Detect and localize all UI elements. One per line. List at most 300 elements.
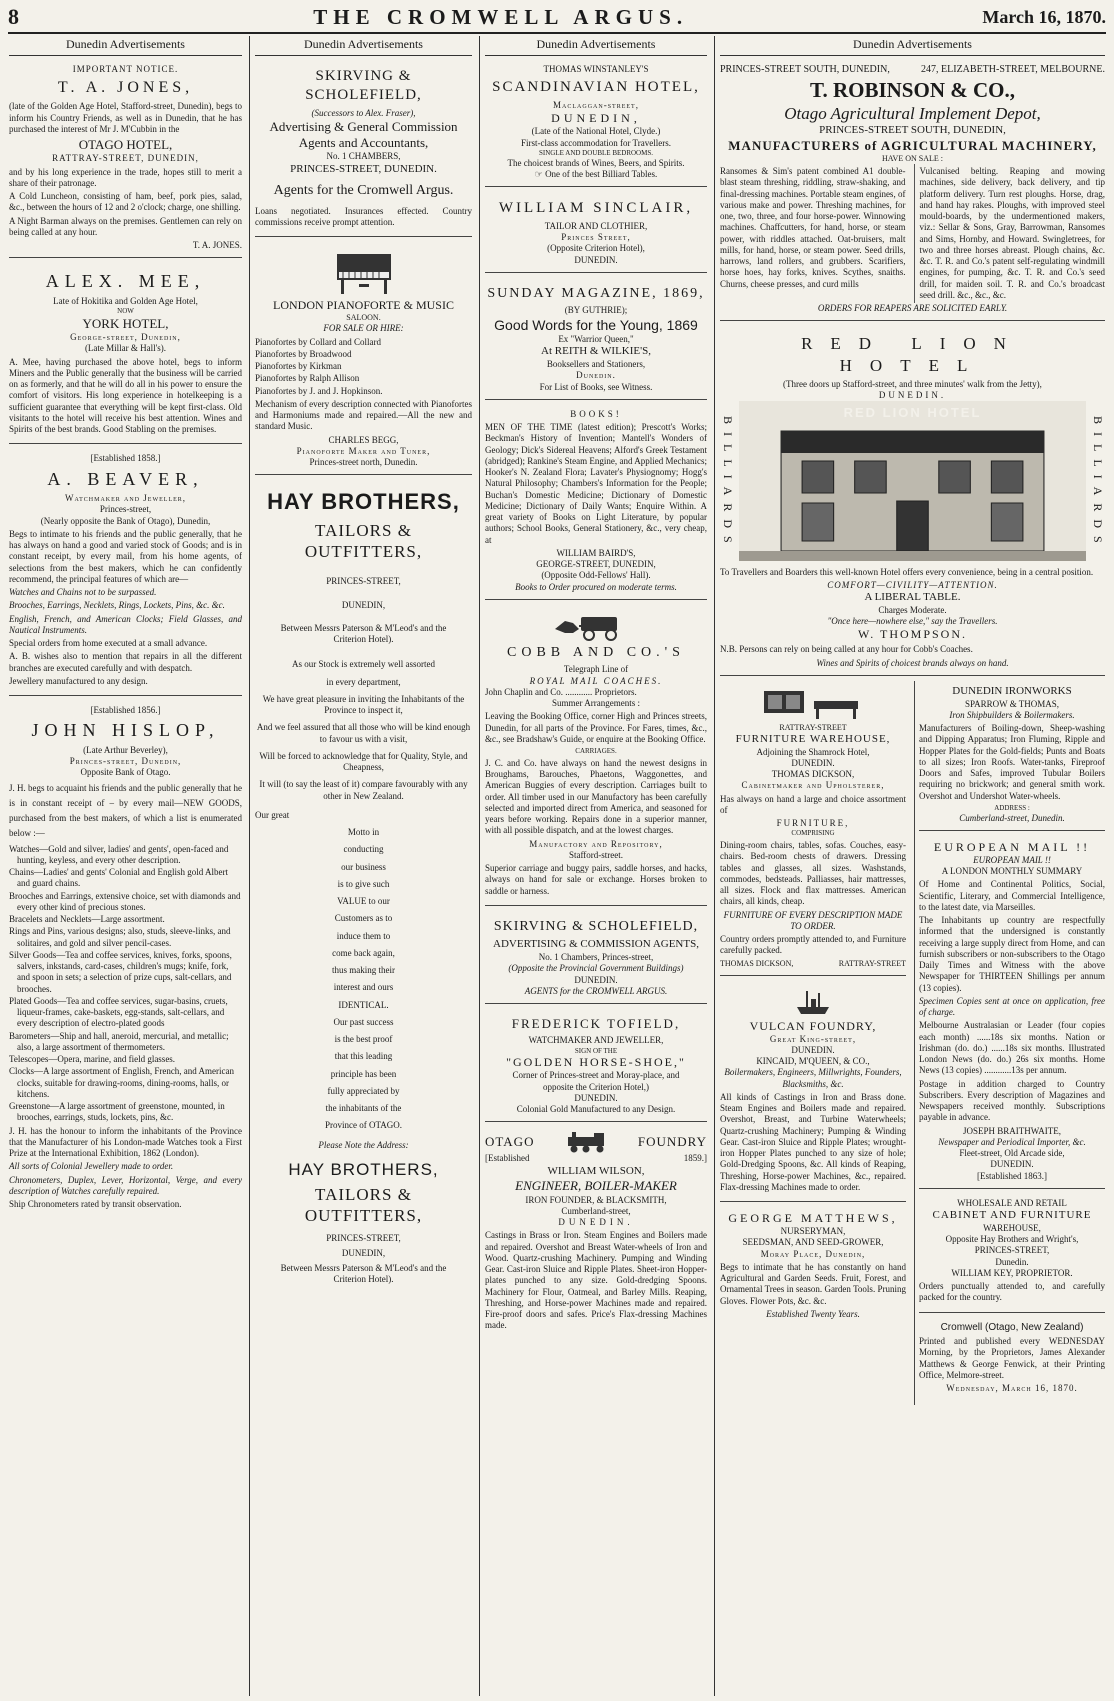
column-heading: Dunedin Advertisements: [255, 36, 472, 56]
ad-name: CABINET AND FURNITURE: [932, 1209, 1092, 1221]
ad-piano: [255, 242, 472, 475]
ad-address: Moray Place, Dunedin,: [760, 1248, 866, 1259]
ad-line: NOW: [117, 307, 134, 315]
ad-line: (Late Millar & Hall's).: [84, 343, 167, 354]
ad-line: FURNITURE,: [776, 818, 850, 828]
list-item: our business: [341, 861, 386, 872]
list-item: Brooches and Earrings, extensive choice, set with diamonds and every other kind of precious stones.: [9, 890, 241, 912]
ad-line: Colonial Gold Manufactured to any Design.: [516, 1104, 676, 1114]
ad-address: Cumberland-street, Dunedin.: [959, 812, 1065, 823]
ad-line: (Late of the National Hotel, Clyde.): [531, 126, 661, 137]
billiards-label: BILLIARDS: [1091, 415, 1105, 551]
ad-jones: [9, 60, 242, 258]
ad-name: A. BEAVER,: [47, 468, 204, 489]
list-item: Plated Goods—Tea and coffee services, sugar-basins, cruets, liqueur-frames, cake-baskets, egg-stands, salt-cellars, and every description of electro-plated goods: [9, 995, 228, 1029]
list-item: VALUE to our: [337, 896, 390, 906]
ad-otago-foundry: [485, 1127, 707, 1339]
ad-address: DUNEDIN,: [551, 111, 641, 126]
ad-name: RED LION HOTEL: [801, 334, 1024, 375]
ad-line: ROYAL MAIL COACHES.: [529, 675, 663, 686]
list-item: Watches—Gold and silver, ladies' and gents', open-faced and hunting, keyless, and every other description.: [9, 843, 229, 865]
ad-owner: W. THOMPSON.: [857, 627, 968, 642]
ad-body: Ransomes & Sim's patent combined A1 double-blast steam threshing, riddling, straw-shaking, and final-dressing machines. Portable steam engines, of various make and power. Threshing machines, for one, two, three, and four horse-power. Winnowing machines. Chaffcutters, for hand, horse, or steam power, with riddles attached. Oat-bruisers, malt mills, for hand, horse, or steam power. Seed drills, harrows, land rollers, and grubbers. Scarifiers, horse hoes, hay forks, knives. Scythes, snaiths. Churns, cheese presses, and curd mills: [720, 166, 906, 289]
ad-body: Postage in addition charged to Country Subscribers. Every description of Magazines and Newspapers received monthly. Subscriptions payable in advance.: [919, 1078, 1105, 1123]
list-item: We have great pleasure in inviting the Inhabitants of the Province to inspect it,: [262, 693, 465, 715]
ad-trade: NURSERYMAN,: [780, 1226, 846, 1236]
ad-body: The Inhabitants up country are respectfully informed that the undersigned is constantly receiving a large supply direct from Home, and can furnish subscribers or non-subscribers to the Otago Daily Times and Witness with the above Newspaper for THIRTEEN Shillings per annum (13 copies).: [919, 915, 1105, 993]
list-item: Chains—Ladies' and gents' Colonial and English gold Albert and guard chains.: [9, 867, 228, 889]
ad-trade: Cabinetmaker and Upholsterer,: [741, 780, 885, 791]
ad-body: Loans negotiated. Insurances effected. Country commissions receive prompt attention.: [255, 205, 472, 227]
ad-owner: KINCAID, M'QUEEN, & CO.,: [756, 1056, 870, 1066]
ship-icon: [793, 987, 833, 1017]
ad-body: Special orders from home executed at a small advance.: [9, 638, 208, 648]
ad-line: At REITH & WILKIE'S,: [541, 345, 651, 358]
ad-trade: Watchmaker and Jeweller,: [64, 493, 187, 503]
ad-body: Manufacturers of Boiling-down, Sheep-washing and Dipping Apparatus; Iron Fluming, Ripple and Hopper Plates for the Gold-fields; Punts and Boats to all sizes; Iron Roofs. Water-tanks, Fireproof Doors and Safes, improved Tubular Boilers requiring no brickwork; and general smith work. Overshot and Undershot Water-wheels.: [919, 723, 1105, 801]
ad-sunday-magazine: [485, 278, 707, 400]
ad-line: FOR SALE OR HIRE:: [323, 323, 404, 334]
ad-line: Criterion Hotel).: [333, 634, 394, 644]
list-item: Motto in: [347, 827, 380, 837]
ad-trade: Pianoforte Maker and Tuner,: [296, 445, 431, 456]
ad-name: FOUNDRY: [637, 1134, 707, 1150]
ad-line-text: One of the best Billiard Tables.: [545, 168, 658, 179]
list-item: Will be forced to acknowledge that for Quality, Style, and Cheapness,: [259, 750, 468, 772]
ad-trade: Boilermakers, Engineers, Millwrights, Founders, Blacksmiths, &c.: [724, 1067, 902, 1089]
ad-line: Ship Chronometers rated by transit observation.: [9, 1199, 182, 1210]
ad-line: (Successors to Alex. Fraser),: [311, 107, 416, 118]
imprint-date: Wednesday, March 16, 1870.: [946, 1383, 1078, 1393]
ad-line: All sorts of Colonial Jewellery made to order.: [9, 1161, 174, 1172]
ad-address: PRINCES-STREET SOUTH, DUNEDIN,: [720, 64, 890, 75]
ad-trade: TAILOR AND CLOTHIER,: [544, 220, 648, 231]
ad-line: AGENTS for the CROMWELL ARGUS.: [524, 985, 668, 996]
ad-address: RATTRAY-STREET: [779, 722, 847, 732]
ad-line: opposite the Criterion Hotel,): [543, 1081, 649, 1092]
ad-line: Wines and Spirits of choicest brands always on hand.: [816, 657, 1009, 668]
ad-line: Our great: [255, 809, 290, 820]
ad-body: Castings in Brass or Iron. Steam Engines and Boilers made and repaired. Overshot and Breast Water-wheels of Iron and Wood. Quartz-crushing Machinery. Pumping and Winding Gear. Cast-iron Sluice and Ripple Plates. Sheet-iron Hopper-plates punched to any size. Gold-dredging Spoons. Machinery for Flour, Oatmeal, and Barley Mills. Reaping, Threshing, and Horse-power Machines made and repaired. Fire-proof doors and safes. Price's Flax-dressing Machines made.: [485, 1230, 707, 1331]
ad-address: PRINCES-STREET,: [326, 576, 401, 587]
list-item: Greenstone—A large assortment of greenstone, mounted, in brooches, earrings, studs, lockets, pins, &c.: [9, 1101, 225, 1123]
ad-name: T. A. JONES,: [57, 79, 194, 97]
red-lion-illustration: [720, 401, 1105, 564]
piano-icon: [329, 248, 399, 296]
ad-established: 1859.]: [683, 1153, 707, 1164]
side-label: THOMAS DICKSON,: [720, 958, 794, 968]
ad-hislop: [9, 701, 242, 1218]
ad-line: Charges Moderate.: [878, 604, 947, 615]
ad-name: OTAGO: [485, 1134, 535, 1150]
ad-owner: WILLIAM BAIRD'S,: [556, 547, 636, 558]
coach-icon: [551, 611, 641, 641]
list-item: Customers as to: [334, 913, 393, 924]
ad-body: Of Home and Continental Politics, Social, Scientific, Literary, and Commercial Intelligence, to the latest date, via Marseilles.: [919, 879, 1105, 912]
ad-name: ALEX. MEE,: [45, 271, 206, 292]
ad-address: No. 1 Chambers, Princes-street,: [538, 952, 654, 962]
ad-trade: Newspaper and Periodical Importer, &c.: [938, 1136, 1086, 1147]
ad-address: PRINCES-STREET,: [974, 1245, 1050, 1256]
list-item: Pianofortes by Ralph Allison: [255, 373, 360, 384]
ad-notice: IMPORTANT NOTICE.: [72, 64, 179, 74]
ad-line: (Late Arthur Beverley),: [83, 744, 168, 755]
ad-owner: SPARROW & THOMAS,: [964, 698, 1060, 709]
ad-signature: T. A. JONES.: [192, 240, 242, 250]
ad-trade: SEEDSMAN, AND SEED-GROWER,: [742, 1237, 884, 1248]
ad-trade: TAILORS & OUTFITTERS,: [304, 1185, 423, 1226]
pointing-hand-icon: ☞: [534, 168, 546, 179]
ad-line: WAREHOUSE,: [983, 1222, 1041, 1233]
hay-stock-lines: [255, 659, 472, 802]
list-item: interest and ours: [333, 982, 394, 993]
ad-scandinavian-hotel: [485, 60, 707, 187]
list-item: Silver Goods—Tea and coffee services, knives, forks, spoons, salvers, inkstands, card-cases, children's mugs; knife, fork, and spoon in sets; a selection of prize cups, salt-cellars, and brooches.: [9, 949, 232, 994]
ad-line: WHOLESALE AND RETAIL: [957, 1197, 1067, 1208]
ad-body: Jewellery manufactured to any design.: [9, 675, 148, 686]
list-item: Our past success: [333, 1016, 394, 1027]
ad-body: A. B. wishes also to mention that repairs in all the different branches are executed carefully and with despatch.: [9, 651, 242, 673]
ad-line: Books to Order procured on moderate terms.: [515, 581, 677, 592]
ad-body: (late of the Golden Age Hotel, Stafford-street, Dunedin), begs to inform his Country Friends, as well as in Dunedin, that he has purchased the interest of Mr J. M'Cubbin in the: [9, 101, 242, 134]
list-item: It will (to say the least of it) compare favourably with any other in New Zealand.: [259, 779, 468, 801]
ad-line: Stafford-street.: [568, 849, 624, 860]
list-item: IDENTICAL.: [338, 999, 389, 1010]
locomotive-icon: [558, 1131, 614, 1153]
ad-body: Dining-room chairs, tables, sofas. Couches, easy-chairs. Bed-room chests of drawers. Dressing tables and glasses, all sizes. Washstands, commodes, bedsteads. Palliasses, hair mattresses, all sizes. Flock and flax mattresses. American chairs, all kinds, cheap.: [720, 840, 906, 907]
ad-line: Chronometers, Duplex, Lever, Horizontal, Verge, and every description of Watches carefully repaired.: [9, 1174, 242, 1196]
page-number: 8: [8, 4, 19, 29]
ad-mee: [9, 263, 242, 444]
ad-line: (Opposite Odd-Fellows' Hall).: [541, 570, 651, 581]
robinson-lists: [720, 164, 1105, 303]
foundry-established: [485, 1153, 707, 1164]
ad-line: First-class accommodation for Travellers.: [521, 137, 671, 148]
ad-body: Specimen Copies sent at once on application, free of charge.: [919, 995, 1105, 1017]
ad-name: COBB AND CO.'S: [507, 644, 685, 660]
ad-line: John Chaplin and Co. ............ Proprietors.: [485, 686, 637, 697]
list-item: principle has been: [330, 1068, 397, 1079]
ad-established: [Established 1858.]: [90, 453, 161, 464]
ad-owner: WILLIAM WILSON,: [547, 1164, 645, 1177]
column-3: [479, 36, 712, 1696]
ad-name: T. ROBINSON & CO.,: [810, 77, 1015, 102]
list-item: And we feel assured that all those who will be kind enough to favour us with a visit,: [256, 722, 471, 744]
ad-tofield: [485, 1009, 707, 1122]
imprint-title: Cromwell (Otago, New Zealand): [940, 1321, 1084, 1333]
ad-name: EUROPEAN MAIL !!: [933, 839, 1091, 854]
ad-line: For List of Books, see Witness.: [539, 381, 653, 392]
ad-title: Good Words for the Young, 1869: [494, 316, 698, 333]
ad-address: DUNEDIN,: [341, 1247, 386, 1258]
paper-title: THE CROMWELL ARGUS.: [313, 4, 689, 29]
ad-owner: WILLIAM KEY, PROPRIETOR.: [951, 1267, 1073, 1278]
ad-line: (Opposite Criterion Hotel),: [547, 243, 645, 254]
column-heading: Dunedin Advertisements: [485, 36, 707, 56]
ad-body: J. H. begs to acquaint his friends and the public generally that he is in constant receipt of – by every mail—NEW GOODS, purchased from the best makers, of which a list is enumerated below :—: [9, 782, 242, 839]
ad-address: 247, ELIZABETH-STREET, MELBOURNE.: [921, 64, 1105, 75]
ad-trade: IRON FOUNDER, & BLACKSMITH,: [525, 1194, 667, 1205]
ad-line: CARRIAGES.: [575, 747, 617, 755]
ad-body: All kinds of Castings in Iron and Brass done. Steam Engines and Boilers made and repaired. Overshot, Breast, and Turbine Waterwheels; Quartz-crushing Machinery; Pumping & Winding Gear. Cast-iron Sluice and Ripple Plates; wrought-iron Hopper Plates punched to any size of hole; Gold-Dredging Spoons, &c. All kinds of Reaping, Threshing, Horse-power Machines, &c., repaired. Flax-dressing Machines made to order.: [720, 1091, 906, 1192]
ad-body: A. Mee, having purchased the above hotel, begs to inform Miners and the Public generally that the business will be carried on as formerly, and that he will do all in his power to ensure the comfort of visitors. His long experience in hotelkeeping is a sufficient guarantee that everything will be kept first-class. Old visitants to the hotel will receive his best attention. Wines and Spirits of the best brands. Good Stabling on the premises.: [9, 356, 242, 434]
column-heading: Dunedin Advertisements: [9, 36, 242, 56]
billiards-label: BILLIARDS: [721, 415, 735, 551]
foundry-header: [485, 1131, 707, 1153]
list-item: thus making their: [332, 965, 395, 975]
ad-line: Princes-street,: [99, 504, 152, 515]
column-4-lower: [720, 681, 1105, 1406]
ad-established: [Established 1863.]: [977, 1170, 1047, 1181]
ad-line: A LIBERAL TABLE.: [864, 591, 961, 603]
ad-line: (Opposite the Provincial Government Buildings): [508, 963, 684, 974]
ad-body: Orders punctually attended to, and carefully packed for the country.: [919, 1281, 1105, 1303]
list-item: Pianofortes by J. and J. Hopkinson.: [255, 385, 383, 396]
ad-line: COMFORT—CIVILITY—ATTENTION.: [827, 579, 998, 590]
ad-address: Cumberland-street,: [561, 1205, 631, 1216]
piano-list: [255, 337, 472, 397]
ad-name: SCANDINAVIAN HOTEL,: [492, 79, 700, 96]
ad-name: SKIRVING & SCHOLEFIELD,: [305, 68, 422, 103]
ad-line: SINGLE AND DOUBLE BEDROOMS.: [539, 148, 653, 157]
dickson-side-labels: [720, 959, 906, 969]
ad-name: VULCAN FOUNDRY,: [749, 1018, 877, 1033]
ad-line: Summer Arrangements :: [552, 698, 640, 708]
ad-line: Adjoining the Shamrock Hotel,: [756, 746, 870, 757]
ad-address: George-street, Dunedin,: [70, 332, 181, 342]
ad-body: Country orders promptly attended to, and Furniture carefully packed.: [720, 934, 906, 956]
ad-line: Ex "Warrior Queen,": [558, 334, 634, 344]
ad-body: Has always on hand a large and choice assortment of: [720, 793, 906, 815]
side-label: RATTRAY-STREET: [838, 958, 906, 968]
ad-line: FURNITURE OF EVERY DESCRIPTION MADE TO ORDER.: [723, 909, 903, 931]
ad-address: DUNEDIN,: [341, 599, 386, 610]
list-item: conducting: [343, 844, 384, 855]
ad-address: PRINCES-STREET SOUTH, DUNEDIN,: [819, 124, 1006, 136]
ad-address: Fleet-street, Old Arcade side,: [959, 1148, 1065, 1158]
ad-line: Watches and Chains not to be surpassed.: [9, 587, 157, 597]
column-2: [249, 36, 477, 1696]
ad-established: [Established 1856.]: [90, 705, 161, 715]
ad-name: GEORGE MATTHEWS,: [728, 1211, 898, 1225]
ad-name: BOOKS!: [570, 408, 622, 419]
ad-address: Maclaggan-street,: [553, 100, 639, 110]
ad-address: PRINCES-STREET,: [326, 1232, 401, 1243]
ad-dunedin-ironworks: [919, 681, 1105, 831]
hotel-building-image: [739, 401, 1086, 561]
ad-body: Begs to intimate that he has constantly on hand Agricultural and Garden Seeds. Fruit, Forest, and Ornamental Trees in season. Garden Tools. Pruning Gloves. Flower Pots, &c. &c.: [720, 1261, 906, 1306]
ad-trade: WATCHMAKER AND JEWELLER,: [528, 1035, 664, 1046]
ad-line: Criterion Hotel).: [333, 1274, 394, 1285]
ad-line: Brooches, Earrings, Necklets, Rings, Lockets, Pins, &c. &c.: [9, 600, 225, 611]
list-item: Rings and Pins, various designs; also, studs, sleeve-links, and solitaires, and gold and silver pencil-cases.: [9, 926, 231, 948]
ad-line: Between Messrs Paterson & M'Leod's and the: [280, 1263, 447, 1273]
ad-skirving: [255, 60, 472, 237]
ad-red-lion: [720, 326, 1105, 676]
ad-hotel: YORK HOTEL,: [82, 315, 169, 331]
ad-matthews: [720, 1207, 906, 1326]
ad-books: [485, 405, 707, 600]
ad-address: DUNEDIN.: [574, 974, 618, 985]
ad-body: Leaving the Booking Office, corner High and Princes streets, Dunedin, for all parts of the Province. For Fares, times, &c., &c., see Bradshaw's Guide, or enquire at the Booking Office.: [485, 711, 707, 744]
furniture-icon: [758, 687, 868, 721]
list-item: that this leading: [334, 1051, 393, 1062]
ad-line: A LONDON MONTHLY SUMMARY: [941, 866, 1083, 876]
ad-name: FREDERICK TOFIELD,: [511, 1016, 681, 1031]
ad-line: Opposite Hay Brothers and Wright's,: [945, 1234, 1079, 1244]
ad-line: EUROPEAN MAIL !!: [973, 854, 1051, 865]
ad-body: A Cold Luncheon, consisting of ham, beef, pork pies, salad, &c., between the hours of 12 and 2 o'clock; charge, one shilling.: [9, 191, 242, 213]
ad-robinson: [720, 60, 1105, 321]
ad-name: HAY BROTHERS,: [288, 1159, 439, 1179]
ad-name: JOHN HISLOP,: [31, 720, 220, 741]
ad-line: (BY GUTHRIE);: [564, 305, 628, 316]
masthead: [8, 2, 1106, 34]
ad-line: SIGN OF THE: [574, 1046, 618, 1055]
ad-skirving-2: [485, 911, 707, 1004]
list-item: the inhabitants of the: [325, 1103, 402, 1113]
ad-line: COMPRISING: [791, 829, 835, 838]
list-item: Pianofortes by Collard and Collard: [255, 336, 381, 347]
ad-owner: THOMAS WINSTANLEY'S: [543, 64, 649, 74]
ad-line: ADVERTISING & COMMISSION AGENTS,: [493, 938, 699, 951]
ad-body: A Night Barman always on the premises. Gentlemen can rely on being called at any hour.: [9, 215, 242, 237]
ad-address: Dunedin.: [995, 1256, 1029, 1267]
ad-address: Dunedin.: [576, 370, 616, 381]
ad-key-cabinet: [919, 1194, 1105, 1313]
ad-body: and by his long experience in the trade, hopes still to merit a share of their patronage.: [9, 166, 242, 188]
ad-address: No. 1 CHAMBERS,: [326, 151, 401, 162]
ad-line: (Nearly opposite the Bank of Otago), Dunedin,: [40, 515, 211, 526]
ad-address: DUNEDIN.: [791, 1044, 835, 1055]
ad-address: DUNEDIN.: [574, 1092, 618, 1103]
ad-line: ORDERS FOR REAPERS ARE SOLICITED EARLY.: [817, 303, 1008, 313]
ad-established: [Established: [485, 1153, 530, 1164]
ad-line: Telegraph Line of: [563, 664, 629, 675]
ad-line: Agents for the Cromwell Argus.: [273, 183, 454, 199]
ad-address: DUNEDIN.: [558, 1217, 634, 1227]
ad-line: Late of Hokitika and Golden Age Hotel,: [53, 295, 198, 306]
list-item: Bracelets and Necklets—Large assortment.: [9, 914, 165, 925]
ad-address: Great King-street,: [769, 1033, 857, 1044]
ad-dickson: [720, 681, 906, 976]
ad-address: DUNEDIN.: [990, 1159, 1034, 1170]
column-heading: Dunedin Advertisements: [720, 36, 1105, 56]
ad-hay-brothers: [255, 480, 472, 1291]
ad-trade: ENGINEER, BOILER-MAKER: [515, 1178, 677, 1194]
hay-motto: [255, 827, 472, 1132]
list-item: fully appreciated by: [327, 1085, 400, 1096]
ad-trade: Iron Shipbuilders & Boilermakers.: [949, 709, 1075, 720]
ad-line: Please Note the Address:: [318, 1139, 409, 1150]
ad-name: SUNDAY MAGAZINE, 1869,: [487, 285, 705, 301]
ad-body: Begs to intimate to his friends and the public generally, that he has always on hand a good and varied stock of Goods; and is in constant receipt, by every mail, from his home agents, of selections from the best makers, which he can confidently recommend, the principal features of which are—: [9, 528, 242, 584]
ad-name: SKIRVING & SCHOLEFIELD,: [493, 918, 699, 934]
hotel-sign: RED LION HOTEL: [843, 405, 982, 421]
ad-line: Between Messrs Paterson & M'Leod's and the: [280, 622, 447, 633]
ad-owner: JOSEPH BRAITHWAITE,: [963, 1125, 1061, 1136]
list-item: Pianofortes by Kirkman: [255, 361, 342, 371]
list-item: in every department,: [326, 676, 401, 687]
ad-body: J. C. and Co. have always on hand the newest designs in Broughams, Barouches, Phaetons, Waggonettes, and American Buggies of every description. Carriages built to order. All timber used in our Manufactory has been carefully selected and imported direct from America, and seasoned for years before working. Repairs done in a superior manner, with all possible dispatch, and at the lowest charges.: [485, 757, 707, 836]
list-item: Telescopes—Opera, marine, and field glasses.: [9, 1054, 176, 1065]
hotel-picture: [739, 401, 1086, 564]
ad-beaver: [9, 449, 242, 696]
ad-body: J. H. has the honour to inform the inhabitants of the Province that the Manufacturer of his London-made Watches took a First Prize at the International Exhibition, 1862 (London).: [9, 1125, 242, 1159]
ad-line: "Once here—nowhere else," say the Travellers.: [827, 616, 998, 626]
ad-cobb: [485, 605, 707, 906]
ad-line: Corner of Princes-street and Moray-place, and: [512, 1070, 680, 1081]
ad-address: Princes Street,: [561, 232, 631, 242]
ad-body: Superior carriage and buggy pairs, saddle horses, and hacks, always on hand for sale or exchange. Horses broken to saddle or harness.: [485, 863, 707, 896]
ad-name: DUNEDIN IRONWORKS: [952, 684, 1072, 697]
ad-line: ADDRESS :: [994, 803, 1030, 812]
list-item: come back again,: [332, 947, 395, 958]
ad-title: Otago Agricultural Implement Depot,: [784, 103, 1041, 123]
ad-body: To Travellers and Boarders this well-known Hotel offers every convenience, being in a central position.: [720, 566, 1094, 577]
column-1: [4, 36, 247, 1696]
ad-line: The choicest brands of Wines, Beers, and Spirits.: [507, 157, 685, 168]
ad-address: PRINCES-STREET, DUNEDIN.: [290, 162, 437, 175]
ad-line: MANUFACTURERS of AGRICULTURAL MACHINERY,: [728, 137, 1097, 153]
column-4-lower-left: [720, 681, 906, 1406]
ad-line: Opposite Bank of Otago.: [80, 767, 171, 778]
ad-address: Princes-street north, Dunedin.: [309, 457, 418, 467]
imprint: [919, 1318, 1105, 1401]
robinson-addresses: [720, 64, 1105, 77]
column-4: [714, 36, 1110, 1696]
ad-hotel: OTAGO HOTEL,: [78, 137, 173, 152]
ad-address: GEORGE-STREET, DUNEDIN,: [536, 559, 656, 569]
column-4-lower-right: [914, 681, 1105, 1406]
list-item: As our Stock is extremely well assorted: [292, 659, 435, 670]
ad-vulcan-foundry: [720, 981, 906, 1203]
list-item: induce them to: [336, 930, 391, 941]
ad-line: [485, 169, 707, 180]
issue-date: March 16, 1870.: [982, 6, 1106, 27]
ad-line: Manufactory and Repository,: [529, 838, 663, 849]
ad-body: Vulcanised belting. Reaping and mowing machines, side delivery, back delivery, and tip platform delivery. Turn rest ploughs. Horse, drag, and hand hay rakes. Ploughs, with improved steel mould-boards, by the undermentioned makers, viz.: Sellar & Sons, Gray, Barrowman, Ransomes and Sims, Hornby, and Howard. Swingletrees, for two and three horses abreast. Plough chains, &c. &c. T. R. and Co.'s patent self-regulating windmill engines, for pumping, &c. T. R. and Co.'s seed drill, for maiden soil. T. R. and Co.'s broadcast seed drill. &c., &c., &c.: [919, 166, 1105, 300]
hislop-items: [9, 844, 242, 1124]
ad-line: Advertising & General Commission: [269, 118, 458, 134]
list-item: Province of OTAGO.: [324, 1120, 402, 1131]
imprint-body: Printed and published every WEDNESDAY Morning, by the Proprietors, James Alexander Matthews & George Fenwick, at their Printing Office, Melmore-street.: [919, 1336, 1105, 1380]
ad-name: HAY BROTHERS,: [267, 489, 460, 515]
ad-owner: CHARLES BEGG,: [328, 434, 399, 445]
ad-line: "GOLDEN HORSE-SHOE,": [506, 1055, 686, 1070]
list-item: is the best proof: [334, 1034, 393, 1044]
ad-address: RATTRAY-STREET, DUNEDIN,: [52, 153, 199, 164]
ad-name: FURNITURE WAREHOUSE,: [735, 732, 891, 745]
ad-line: Agents and Accountants,: [298, 135, 429, 150]
ad-owner: THOMAS DICKSON,: [771, 769, 855, 779]
ad-address: DUNEDIN.: [791, 757, 835, 768]
ad-body: Mechanism of every description connected with Pianofortes and Harmoniums made and repaired.—All the new and standard Music.: [255, 398, 472, 432]
list-item: Barometers—Ship and hall, aneroid, mercurial, and metallic; also, a large assortment of thermometers.: [9, 1030, 229, 1052]
ad-line: HAVE ON SALE :: [882, 154, 943, 163]
ad-address: DUNEDIN.: [574, 254, 618, 265]
ad-sinclair: [485, 192, 707, 273]
ad-trade: Booksellers and Stationers,: [546, 359, 646, 369]
ad-line: (Three doors up Stafford-street, and three minutes' walk from the Jetty),: [783, 378, 1042, 389]
ad-address: Princes-street, Dunedin,: [69, 756, 182, 766]
ad-european-mail: [919, 836, 1105, 1189]
ad-body: MEN OF THE TIME (latest edition); Prescott's Works; Beckman's History of Invention; Mantell's Wonders of Geology; Dick's Sidereal Heavens; Alford's Greek Testament (abridged); Rankine's Steam Engine, and Applied Mechanics; Hooker's N. Zealand Flora; Lavater's Physiognomy; Hogg's Natural Philosophy; Chambers's Information for the People; Buchan's Domestic Medicine; Dictionary of Domestic Medicine; Dictionary of Daily Wants; Enquire Within. A great variety of Books on Light Literature, by popular authors; School Books, General Stationery, &c., very cheap, at: [485, 422, 707, 545]
ad-body: Melbourne Australasian or Leader (four copies each month) ......18s six months. Nation or Irishman (do. do.) ......18s six months. Illustrated London News (do. do.) 26s six months. Home News (13 copies) ............13s per annum.: [919, 1020, 1105, 1076]
ad-name: WILLIAM SINCLAIR,: [498, 200, 694, 216]
ad-line: English, French, and American Clocks; Field Glasses, and Nautical Instruments.: [9, 613, 242, 635]
ad-line: SALOON.: [346, 313, 381, 323]
